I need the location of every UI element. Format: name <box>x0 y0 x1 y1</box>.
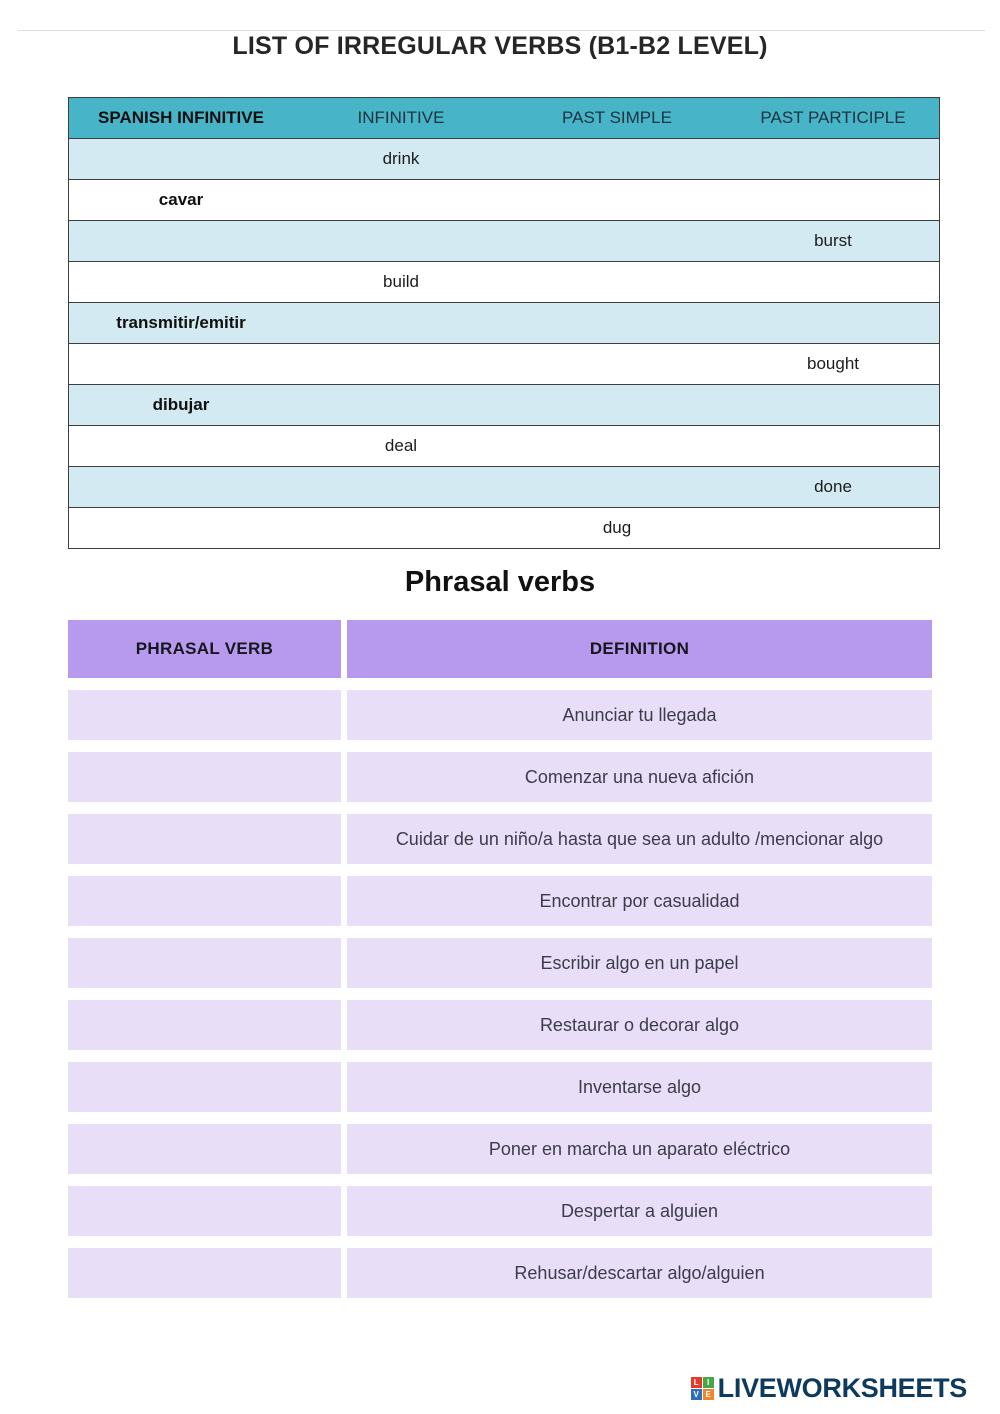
table-row <box>69 179 939 220</box>
verb-cell-past-simple: dug <box>602 518 632 537</box>
answer-cell-spanish[interactable] <box>69 262 293 302</box>
definition-cell: Restaurar o decorar algo <box>347 1000 932 1050</box>
answer-cell-past-participle[interactable] <box>725 180 941 220</box>
verb-cell-spanish: cavar <box>158 190 204 209</box>
phrasal-row <box>68 752 932 802</box>
definition-cell: Despertar a alguien <box>347 1186 932 1236</box>
definition-cell: Comenzar una nueva afición <box>347 752 932 802</box>
phrasal-row <box>68 1248 932 1298</box>
answer-cell-spanish[interactable] <box>69 139 293 179</box>
phrasal-verbs-header-row <box>68 620 932 678</box>
definition-cell: Encontrar por casualidad <box>347 876 932 926</box>
page-title: LIST OF IRREGULAR VERBS (B1-B2 LEVEL) <box>232 32 768 60</box>
phrasal-row <box>68 1124 932 1174</box>
column-header-phrasal-verb: PHRASAL VERB <box>68 620 341 678</box>
verb-cell-past-participle: burst <box>814 231 852 250</box>
answer-cell-spanish[interactable] <box>69 344 293 384</box>
answer-cell-phrasal-verb[interactable] <box>68 938 341 988</box>
table-row <box>69 466 939 507</box>
logo-letter-i: I <box>703 1377 714 1388</box>
table-row <box>69 343 939 384</box>
table-row <box>69 384 939 425</box>
phrasal-row <box>68 1000 932 1050</box>
verb-cell-infinitive: deal <box>384 436 418 455</box>
definition-cell: Inventarse algo <box>347 1062 932 1112</box>
phrasal-row <box>68 876 932 926</box>
answer-cell-phrasal-verb[interactable] <box>68 814 341 864</box>
answer-cell-past-simple[interactable] <box>509 385 725 425</box>
answer-cell-phrasal-verb[interactable] <box>68 752 341 802</box>
definition-cell: Cuidar de un niño/a hasta que sea un adulto /mencionar algo <box>347 814 932 864</box>
table-row <box>69 261 939 302</box>
answer-cell-infinitive[interactable] <box>293 303 509 343</box>
answer-cell-past-participle[interactable] <box>725 139 941 179</box>
page-top-divider <box>18 30 985 31</box>
phrasal-row <box>68 1062 932 1112</box>
verb-cell-infinitive: build <box>383 272 419 291</box>
logo-letter-v: V <box>691 1389 702 1400</box>
column-header-past-simple: PAST SIMPLE <box>562 108 672 127</box>
verb-cell-past-participle: bought <box>807 354 859 373</box>
table-row <box>69 507 939 548</box>
table-row <box>69 138 939 179</box>
answer-cell-past-simple[interactable] <box>509 467 725 507</box>
verb-cell-infinitive: drink <box>382 149 420 168</box>
phrasal-row <box>68 814 932 864</box>
column-header-definition: DEFINITION <box>347 620 932 678</box>
answer-cell-phrasal-verb[interactable] <box>68 1124 341 1174</box>
answer-cell-infinitive[interactable] <box>293 467 509 507</box>
table-row <box>69 302 939 343</box>
definition-cell: Rehusar/descartar algo/alguien <box>347 1248 932 1298</box>
answer-cell-past-simple[interactable] <box>509 344 725 384</box>
logo-letter-e: E <box>703 1389 714 1400</box>
answer-cell-past-simple[interactable] <box>509 303 725 343</box>
answer-cell-phrasal-verb[interactable] <box>68 1062 341 1112</box>
verb-cell-past-participle: done <box>814 477 852 496</box>
answer-cell-past-participle[interactable] <box>725 508 941 548</box>
answer-cell-past-participle[interactable] <box>725 426 941 466</box>
answer-cell-spanish[interactable] <box>69 467 293 507</box>
answer-cell-past-participle[interactable] <box>725 385 941 425</box>
table-row <box>69 220 939 261</box>
answer-cell-past-simple[interactable] <box>509 180 725 220</box>
answer-cell-infinitive[interactable] <box>293 180 509 220</box>
answer-cell-spanish[interactable] <box>69 426 293 466</box>
phrasal-row <box>68 938 932 988</box>
answer-cell-past-participle[interactable] <box>725 262 941 302</box>
answer-cell-spanish[interactable] <box>69 221 293 261</box>
answer-cell-spanish[interactable] <box>69 508 293 548</box>
irregular-verbs-header-row <box>69 98 939 138</box>
phrasal-verbs-title: Phrasal verbs <box>404 566 596 598</box>
phrasal-verbs-table <box>68 620 932 1298</box>
answer-cell-phrasal-verb[interactable] <box>68 1248 341 1298</box>
table-row <box>69 425 939 466</box>
verb-cell-spanish: transmitir/emitir <box>116 313 246 332</box>
liveworksheets-logo <box>691 1373 967 1404</box>
column-header-infinitive: INFINITIVE <box>357 108 445 127</box>
answer-cell-past-simple[interactable] <box>509 221 725 261</box>
answer-cell-past-simple[interactable] <box>509 139 725 179</box>
answer-cell-infinitive[interactable] <box>293 508 509 548</box>
irregular-verbs-table <box>68 97 940 549</box>
answer-cell-infinitive[interactable] <box>293 344 509 384</box>
column-header-past-participle: PAST PARTICIPLE <box>760 108 906 127</box>
answer-cell-infinitive[interactable] <box>293 385 509 425</box>
definition-cell: Poner en marcha un aparato eléctrico <box>347 1124 932 1174</box>
answer-cell-phrasal-verb[interactable] <box>68 1186 341 1236</box>
verb-cell-spanish: dibujar <box>152 395 210 414</box>
answer-cell-past-simple[interactable] <box>509 262 725 302</box>
phrasal-row <box>68 1186 932 1236</box>
answer-cell-past-simple[interactable] <box>509 426 725 466</box>
definition-cell: Escribir algo en un papel <box>347 938 932 988</box>
logo-letter-l: L <box>691 1377 702 1388</box>
definition-cell: Anunciar tu llegada <box>347 690 932 740</box>
answer-cell-phrasal-verb[interactable] <box>68 876 341 926</box>
answer-cell-phrasal-verb[interactable] <box>68 1000 341 1050</box>
phrasal-row <box>68 690 932 740</box>
brand-name: LIVEWORKSHEETS <box>717 1373 967 1403</box>
answer-cell-past-participle[interactable] <box>725 303 941 343</box>
liveworksheets-icon <box>691 1377 714 1400</box>
column-header-spanish-infinitive: SPANISH INFINITIVE <box>98 108 264 127</box>
answer-cell-infinitive[interactable] <box>293 221 509 261</box>
answer-cell-phrasal-verb[interactable] <box>68 690 341 740</box>
